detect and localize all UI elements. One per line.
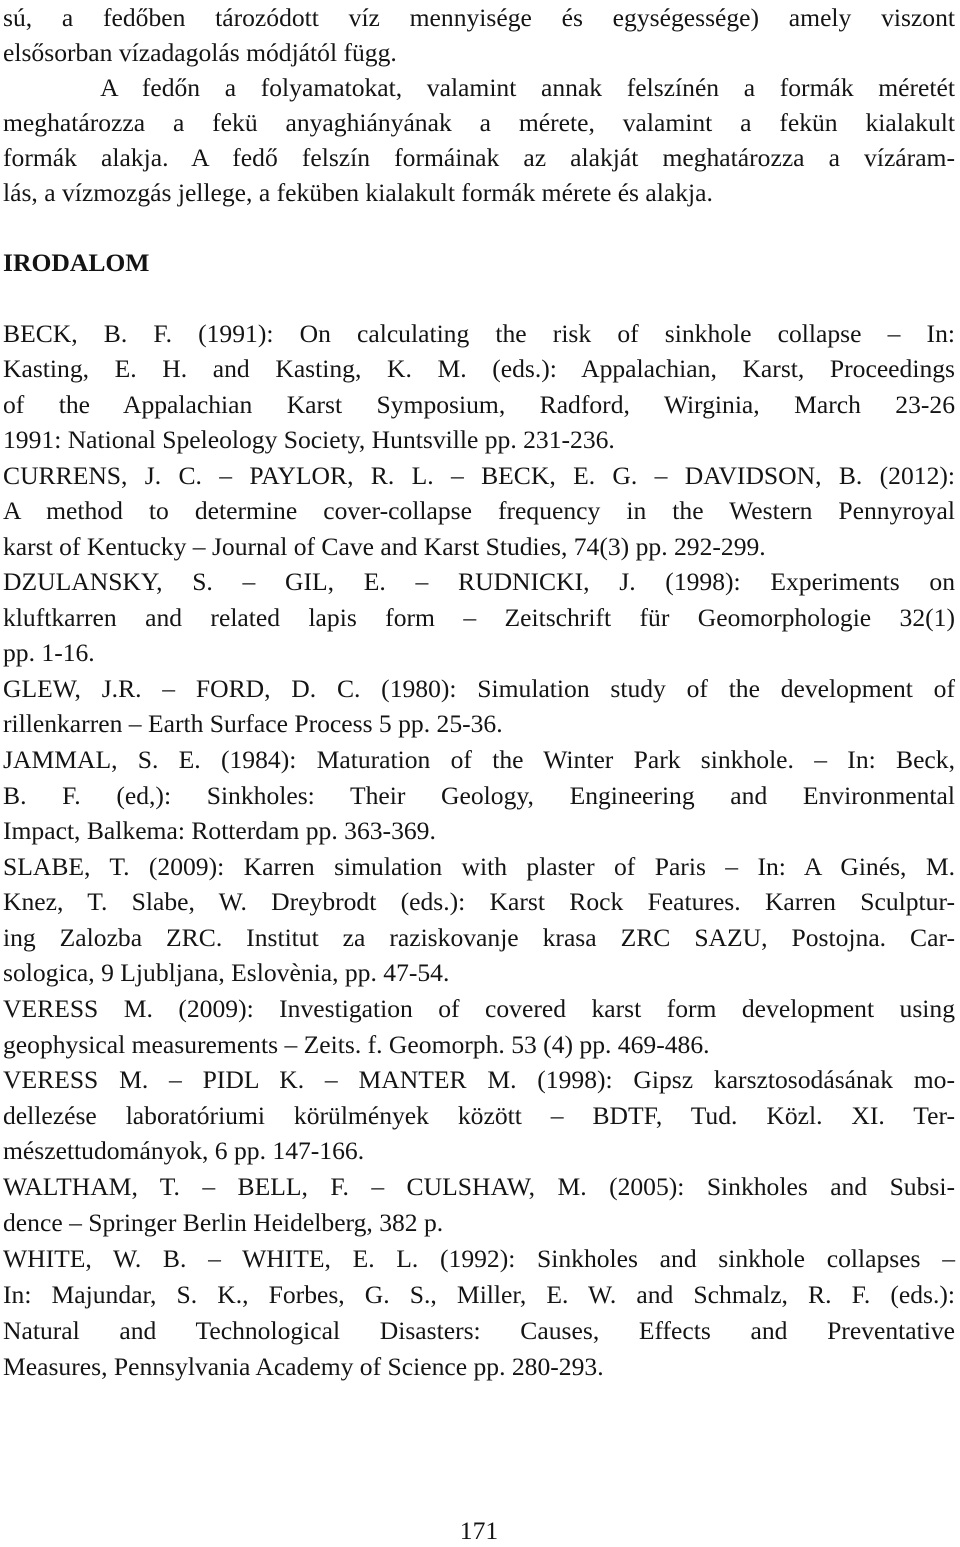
reference-line: JAMMAL, S. E. (1984): Maturation of the Winter Park sinkhole. – In: Beck, <box>3 745 955 774</box>
paragraph-line: A fedőn a folyamatokat, valamint annak felszínén a formák méretét <box>3 73 955 102</box>
reference-line: Knez, T. Slabe, W. Dreybrodt (eds.): Karst Rock Features. Karren Sculptur- <box>3 887 955 916</box>
reference-line: Kasting, E. H. and Kasting, K. M. (eds.): Appalachian, Karst, Proceedings <box>3 354 955 383</box>
reference-line: B. F. (ed,): Sinkholes: Their Geology, Engineering and Environmental <box>3 781 955 810</box>
reference-line: kluftkarren and related lapis form – Zeitschrift für Geomorphologie 32(1) <box>3 603 955 632</box>
reference-line: karst of Kentucky – Journal of Cave and Karst Studies, 74(3) pp. 292-299. <box>3 532 766 561</box>
reference-line: rillenkarren – Earth Surface Process 5 pp. 25-36. <box>3 709 503 738</box>
reference-line: Natural and Technological Disasters: Causes, Effects and Preventative <box>3 1316 955 1345</box>
reference-line: of the Appalachian Karst Symposium, Radford, Wirginia, March 23-26 <box>3 390 955 419</box>
reference-line: geophysical measurements – Zeits. f. Geomorph. 53 (4) pp. 469-486. <box>3 1030 710 1059</box>
paragraph-line: elsősorban vízadagolás módjától függ. <box>3 38 397 67</box>
reference-line: dellezése laboratóriumi körülmények között – BDTF, Tud. Közl. XI. Ter- <box>3 1101 955 1130</box>
reference-line: ing Zalozba ZRC. Institut za raziskovanje krasa ZRC SAZU, Postojna. Car- <box>3 923 955 952</box>
reference-line: sologica, 9 Ljubljana, Eslovènia, pp. 47-54. <box>3 958 450 987</box>
reference-line: DZULANSKY, S. – GIL, E. – RUDNICKI, J. (1998): Experiments on <box>3 567 955 596</box>
reference-line: In: Majundar, S. K., Forbes, G. S., Miller, E. W. and Schmalz, R. F. (eds.): <box>3 1280 955 1309</box>
reference-line: SLABE, T. (2009): Karren simulation with plaster of Paris – In: A Ginés, M. <box>3 852 955 881</box>
paragraph-line: meghatározza a fekü anyaghiányának a mérete, valamint a fekün kialakult <box>3 108 955 137</box>
reference-line: GLEW, J.R. – FORD, D. C. (1980): Simulation study of the development of <box>3 674 955 703</box>
reference-line: WHITE, W. B. – WHITE, E. L. (1992): Sinkholes and sinkhole collapses – <box>3 1244 955 1273</box>
reference-line: pp. 1-16. <box>3 638 95 667</box>
page-number: 171 <box>459 1516 499 1545</box>
reference-line: mészettudományok, 6 pp. 147-166. <box>3 1136 365 1165</box>
reference-line: VERESS M. – PIDL K. – MANTER M. (1998): Gipsz karsztosodásának mo- <box>3 1065 955 1094</box>
reference-line: A method to determine cover-collapse frequency in the Western Pennyroyal <box>3 496 955 525</box>
reference-line: WALTHAM, T. – BELL, F. – CULSHAW, M. (2005): Sinkholes and Subsi- <box>3 1172 955 1201</box>
reference-line: dence – Springer Berlin Heidelberg, 382 p. <box>3 1208 444 1237</box>
section-heading: IRODALOM <box>3 248 150 277</box>
reference-line: 1991: National Speleology Society, Huntsville pp. 231-236. <box>3 425 615 454</box>
reference-line: Impact, Balkema: Rotterdam pp. 363-369. <box>3 816 436 845</box>
paragraph-line: sú, a fedőben tározódott víz mennyisége és egységessége) amely viszont <box>3 3 955 32</box>
reference-line: Measures, Pennsylvania Academy of Science pp. 280-293. <box>3 1352 604 1381</box>
paragraph-line: formák alakja. A fedő felszín formáinak az alakját meghatározza a vízáram- <box>3 143 955 172</box>
reference-line: CURRENS, J. C. – PAYLOR, R. L. – BECK, E. G. – DAVIDSON, B. (2012): <box>3 461 955 490</box>
reference-line: VERESS M. (2009): Investigation of covered karst form development using <box>3 994 955 1023</box>
reference-line: BECK, B. F. (1991): On calculating the risk of sinkhole collapse – In: <box>3 319 955 348</box>
paragraph-line: lás, a vízmozgás jellege, a feküben kialakult formák mérete és alakja. <box>3 178 713 207</box>
